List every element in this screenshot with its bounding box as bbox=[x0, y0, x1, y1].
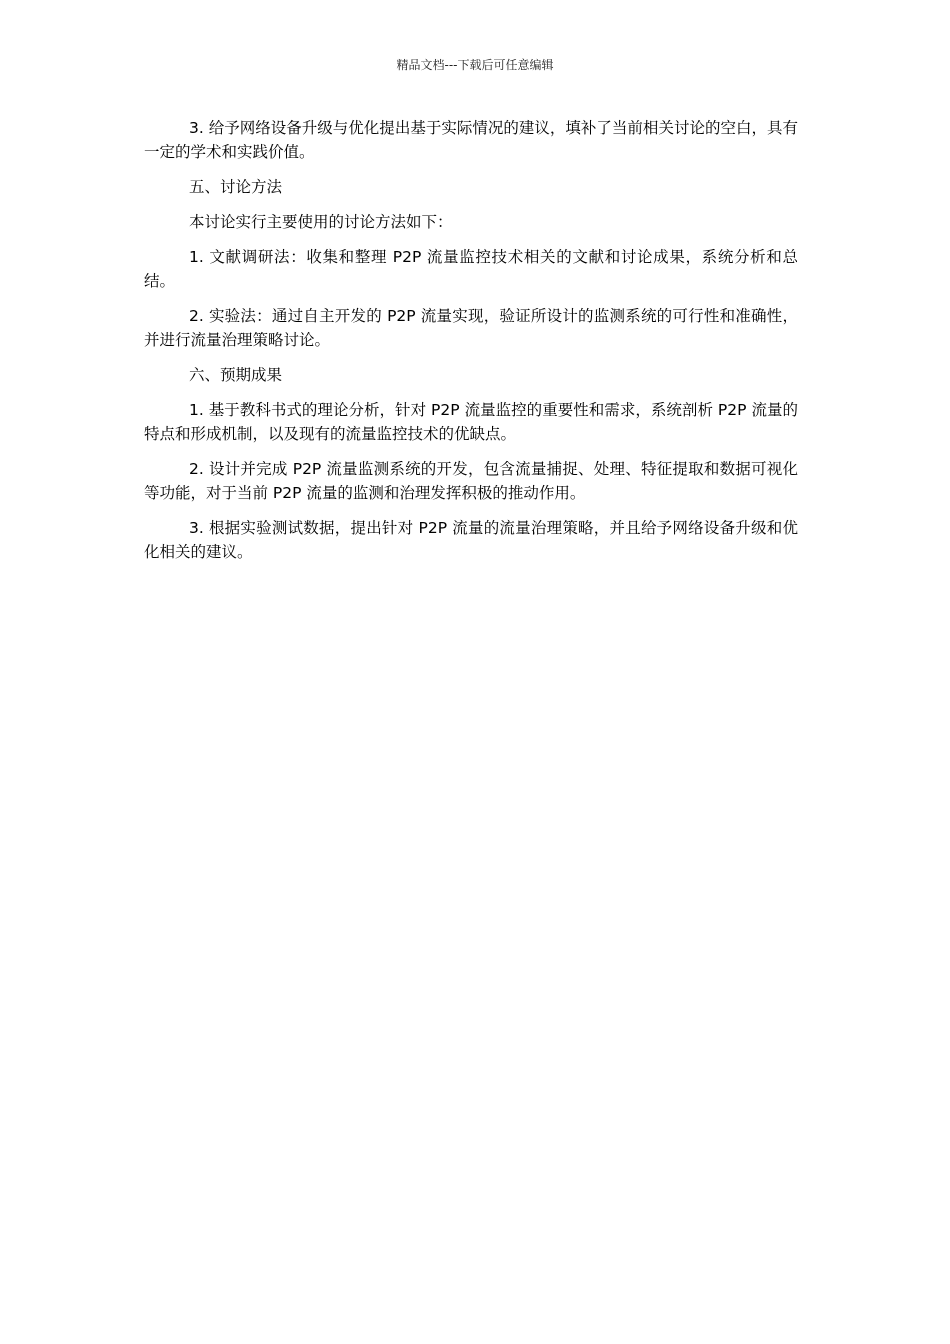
paragraph-suggestion-value: 3. 给予网络设备升级与优化提出基于实际情况的建议，填补了当前相关讨论的空白，具有一定的学术和实践价值。 bbox=[144, 119, 798, 161]
section-heading-outcomes: 六、预期成果 bbox=[189, 366, 283, 384]
page-header: 精品文档---下载后可任意编辑 bbox=[396, 58, 554, 72]
paragraph-methods-intro: 本讨论实行主要使用的讨论方法如下： bbox=[189, 213, 453, 231]
paragraph-outcome-system: 2. 设计并完成 P2P 流量监测系统的开发，包含流量捕捉、处理、特征提取和数据可视化等功能，对于当前 P2P 流量的监测和治理发挥积极的推动作用。 bbox=[144, 460, 798, 502]
document-body bbox=[144, 116, 798, 575]
paragraph-literature-method: 1. 文献调研法：收集和整理 P2P 流量监控技术相关的文献和讨论成果，系统分析和总结。 bbox=[144, 248, 798, 290]
section-heading-methods: 五、讨论方法 bbox=[189, 178, 283, 196]
paragraph-experiment-method: 2. 实验法：通过自主开发的 P2P 流量实现，验证所设计的监测系统的可行性和准确性，并进行流量治理策略讨论。 bbox=[144, 307, 798, 349]
paragraph-outcome-strategy: 3. 根据实验测试数据，提出针对 P2P 流量的流量治理策略，并且给予网络设备升级和优化相关的建议。 bbox=[144, 519, 798, 561]
paragraph-outcome-theory: 1. 基于教科书式的理论分析，针对 P2P 流量监控的重要性和需求，系统剖析 P2P 流量的特点和形成机制，以及现有的流量监控技术的优缺点。 bbox=[144, 401, 798, 443]
